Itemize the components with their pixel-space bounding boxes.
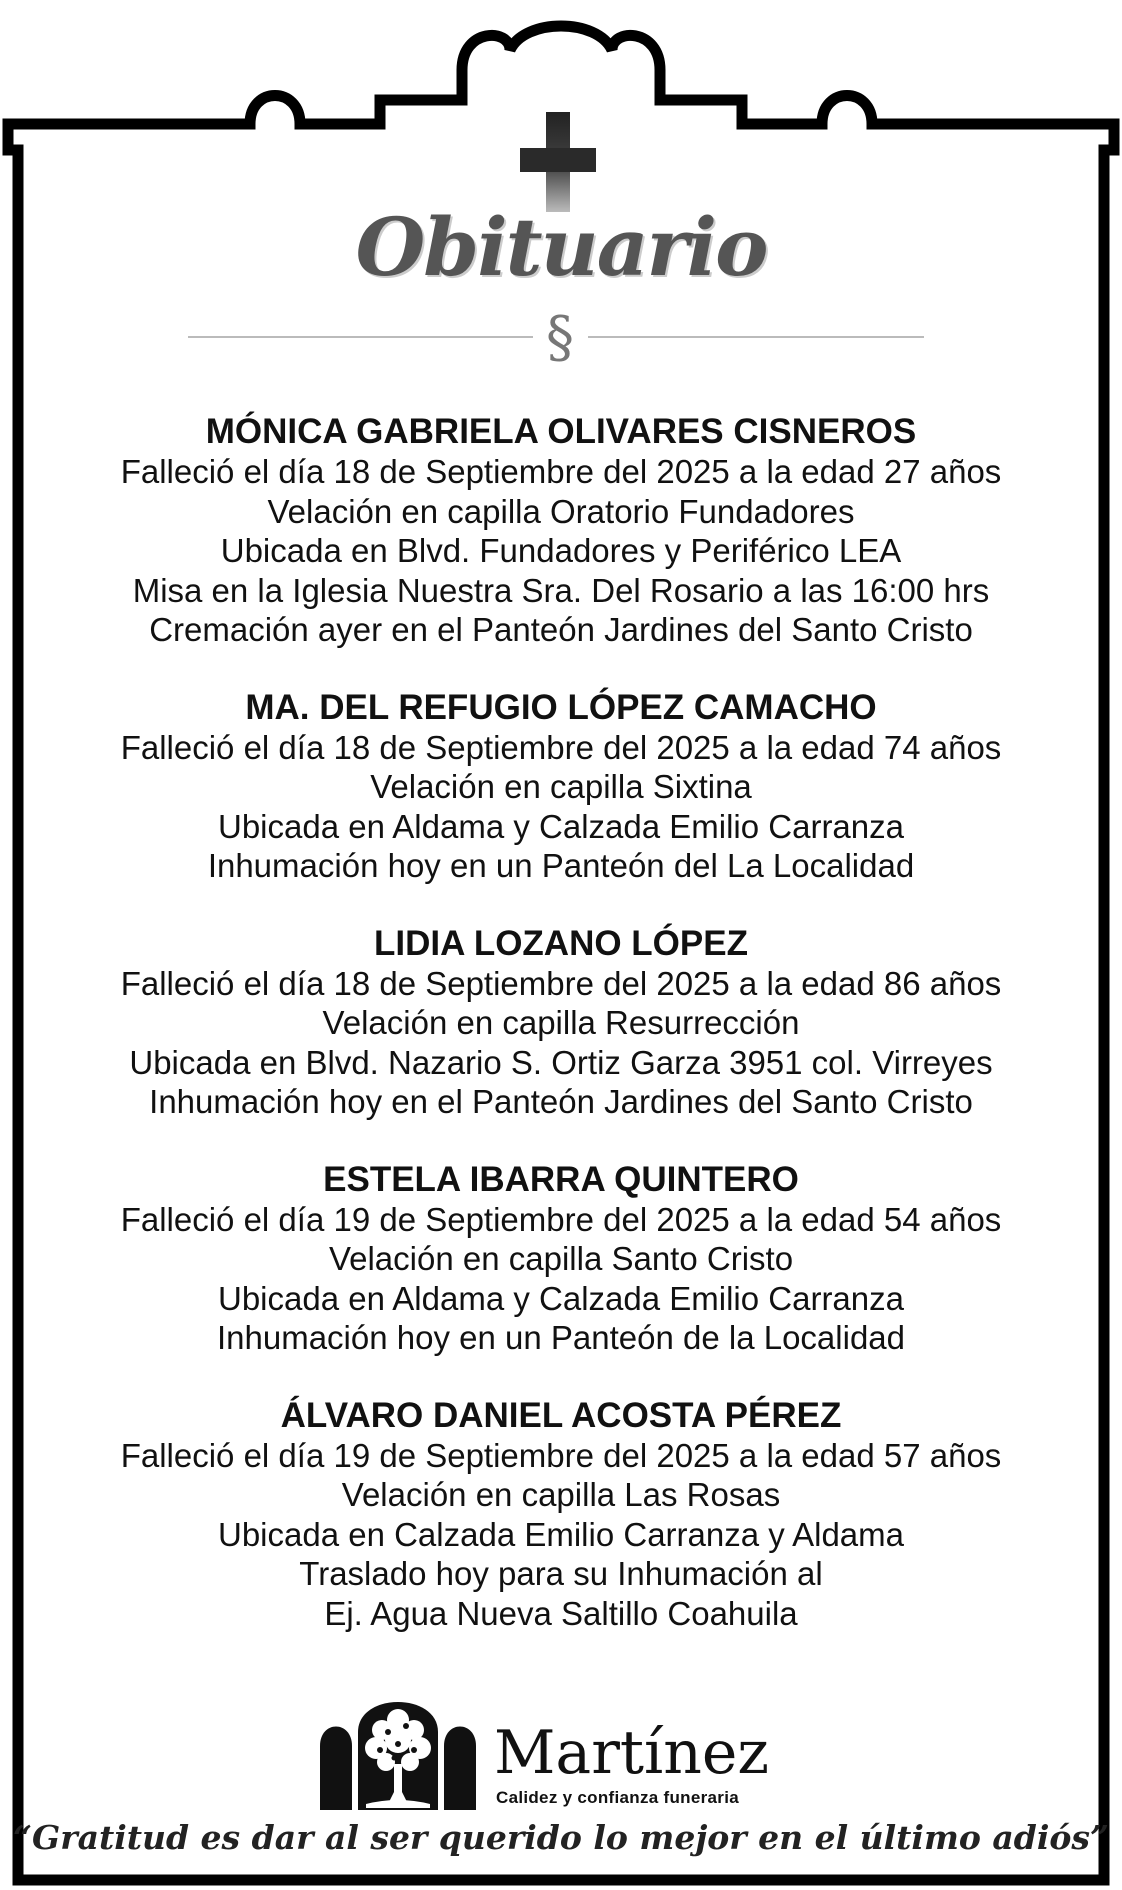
deceased-name: LIDIA LOZANO LÓPEZ bbox=[374, 923, 748, 963]
obituary-entry bbox=[40, 1396, 1082, 1634]
divider-right bbox=[588, 336, 924, 338]
footer-quote: “Gratitud es dar al ser querido lo mejor en el último adiós” bbox=[13, 1818, 1109, 1857]
entry-line: Ubicada en Calzada Emilio Carranza y Aldama bbox=[217, 1515, 904, 1553]
entry-line: Ej. Agua Nueva Saltillo Coahuila bbox=[324, 1594, 798, 1632]
section-sign-ornament-icon bbox=[540, 306, 580, 368]
entry-line: Falleció el día 18 de Septiembre del 2025 a la edad 86 años bbox=[120, 964, 1002, 1002]
divider-left bbox=[188, 336, 533, 338]
cross-icon bbox=[520, 112, 596, 212]
entry-line: Velación en capilla Santo Cristo bbox=[328, 1240, 794, 1277]
entry-line: Falleció el día 18 de Septiembre del 2025 a la edad 74 años bbox=[120, 728, 1002, 766]
entry-line: Velación en capilla Resurrección bbox=[322, 1004, 800, 1041]
obituary-entry bbox=[40, 924, 1082, 1122]
entry-line: Ubicada en Aldama y Calzada Emilio Carranza bbox=[217, 807, 904, 845]
entry-line: Velación en capilla Oratorio Fundadores bbox=[267, 492, 855, 530]
deceased-name: ÁLVARO DANIEL ACOSTA PÉREZ bbox=[280, 1395, 842, 1435]
entry-line: Falleció el día 19 de Septiembre del 2025 a la edad 54 años bbox=[120, 1200, 1002, 1238]
obituary-list bbox=[40, 412, 1082, 1671]
deceased-name: MÓNICA GABRIELA OLIVARES CISNEROS bbox=[205, 412, 917, 451]
entry-line: Velación en capilla Sixtina bbox=[370, 768, 752, 805]
entry-line: Velación en capilla Las Rosas bbox=[341, 1476, 781, 1513]
deceased-name: ESTELA IBARRA QUINTERO bbox=[323, 1159, 799, 1199]
obituary-entry bbox=[40, 412, 1082, 650]
obituary-entry bbox=[40, 1160, 1082, 1358]
entry-line: Traslado hoy para su Inhumación al bbox=[299, 1555, 823, 1592]
chapel-arches-tree-logo-icon bbox=[318, 1692, 478, 1812]
entry-line: Cremación ayer en el Panteón Jardines del Santo Cristo bbox=[149, 611, 973, 648]
svg-text:§: § bbox=[546, 306, 574, 368]
obituary-entry bbox=[40, 688, 1082, 886]
brand-tagline: Calidez y confianza funeraria bbox=[496, 1788, 739, 1807]
brand-name: Martínez bbox=[494, 1718, 769, 1788]
entry-line: Ubicada en Blvd. Nazario S. Ortiz Garza 3951 col. Virreyes bbox=[129, 1043, 993, 1081]
deceased-name: MA. DEL REFUGIO LÓPEZ CAMACHO bbox=[245, 687, 877, 727]
entry-line: Falleció el día 19 de Septiembre del 2025 a la edad 57 años bbox=[120, 1436, 1002, 1474]
entry-line: Inhumación hoy en un Panteón de la Localidad bbox=[216, 1319, 906, 1356]
entry-line: Ubicada en Aldama y Calzada Emilio Carranza bbox=[217, 1279, 904, 1317]
entry-line: Misa en la Iglesia Nuestra Sra. Del Rosario a las 16:00 hrs bbox=[132, 571, 990, 609]
page-title: Obituario bbox=[355, 200, 767, 294]
entry-line: Ubicada en Blvd. Fundadores y Periférico LEA bbox=[220, 532, 902, 569]
entry-line: Falleció el día 18 de Septiembre del 2025 a la edad 27 años bbox=[120, 453, 1002, 490]
entry-line: Inhumación hoy en el Panteón Jardines del Santo Cristo bbox=[149, 1083, 973, 1120]
entry-line: Inhumación hoy en un Panteón del La Localidad bbox=[207, 847, 915, 884]
